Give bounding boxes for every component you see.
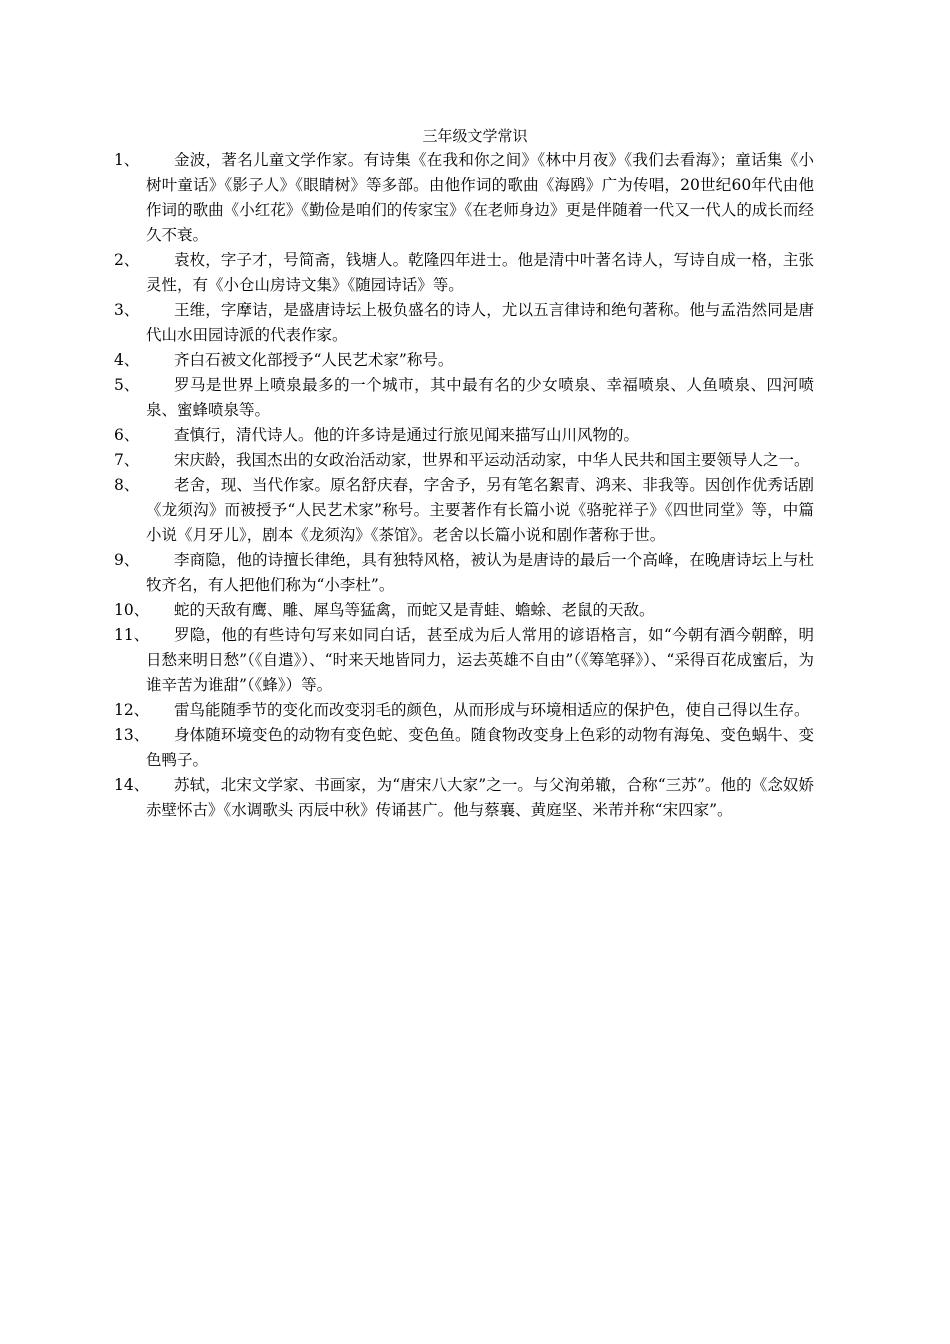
list-item bbox=[114, 723, 814, 773]
item-text: 罗隐，他的有些诗句写来如同白话，甚至成为后人常用的谚语格言，如“今朝有酒今朝醉，明日愁来明日愁”（《自遣》）、“时来天地皆同力，运去英雄不自由”（《筹笔驿》）、“采得百花成蜜后，为谁辛苦为谁甜”（《蜂》）等。 bbox=[146, 626, 814, 694]
item-text: 袁枚，字子才，号简斋，钱塘人。乾隆四年进士。他是清中叶著名诗人，写诗自成一格，主张灵性，有《小仓山房诗文集》《随园诗话》等。 bbox=[146, 251, 814, 294]
item-text: 老舍，现、当代作家。原名舒庆春，字舍予，另有笔名絮青、鸿来、非我等。因创作优秀话剧《龙须沟》而被授予“人民艺术家”称号。主要著作有长篇小说《骆驼祥子》《四世同堂》等，中篇小说《月牙儿》，剧本《龙须沟》《茶馆》。老舍以长篇小说和剧作著称于世。 bbox=[146, 476, 814, 544]
item-text: 齐白石被文化部授予“人民艺术家”称号。 bbox=[174, 351, 454, 369]
item-text: 苏轼，北宋文学家、书画家，为“唐宋八大家”之一。与父洵弟辙，合称“三苏”。他的《念奴娇 赤壁怀古》《水调歌头 丙辰中秋》传诵甚广。他与蔡襄、黄庭坚、米芾并称“宋四家”。 bbox=[146, 776, 814, 819]
item-number: 1、 bbox=[114, 151, 140, 169]
item-text: 宋庆龄，我国杰出的女政治活动家，世界和平运动活动家，中华人民共和国主要领导人之一。 bbox=[174, 451, 810, 469]
list-item bbox=[114, 148, 814, 248]
item-text: 查慎行，清代诗人。他的许多诗是通过行旅见闻来描写山川风物的。 bbox=[174, 426, 640, 444]
item-text: 蛇的天敌有鹰、雕、犀鸟等猛禽，而蛇又是青蛙、蟾蜍、老鼠的天敌。 bbox=[174, 601, 655, 619]
item-number: 2、 bbox=[114, 251, 140, 269]
list-item bbox=[114, 698, 814, 723]
item-text: 身体随环境变色的动物有变色蛇、变色鱼。随食物改变身上色彩的动物有海兔、变色蜗牛、变色鸭子。 bbox=[146, 726, 814, 769]
item-number: 6、 bbox=[114, 426, 140, 444]
item-number: 14、 bbox=[114, 776, 150, 794]
list-item bbox=[114, 623, 814, 698]
list-item bbox=[114, 373, 814, 423]
item-number: 13、 bbox=[114, 726, 150, 744]
item-number: 11、 bbox=[114, 626, 150, 644]
item-number: 12、 bbox=[114, 701, 150, 719]
list-item bbox=[114, 548, 814, 598]
list-item bbox=[114, 348, 814, 373]
item-number: 4、 bbox=[114, 351, 140, 369]
item-number: 10、 bbox=[114, 601, 150, 619]
list-item bbox=[114, 598, 814, 623]
list-item bbox=[114, 248, 814, 298]
item-list bbox=[114, 148, 814, 823]
item-number: 9、 bbox=[114, 551, 140, 569]
item-number: 3、 bbox=[114, 301, 140, 319]
item-number: 7、 bbox=[114, 451, 140, 469]
item-text: 金波，著名儿童文学作家。有诗集《在我和你之间》《林中月夜》《我们去看海》；童话集《小树叶童话》《影子人》《眼睛树》等多部。由他作词的歌曲《海鸥》广为传唱，20世纪60年代由他作词的歌曲《小红花》《勤俭是咱们的传家宝》《在老师身边》更是伴随着一代又一代人的成长而经久不衰。 bbox=[146, 151, 814, 244]
item-number: 8、 bbox=[114, 476, 140, 494]
page-title: 三年级文学常识 bbox=[422, 127, 528, 145]
item-number: 5、 bbox=[114, 376, 140, 394]
list-item bbox=[114, 448, 814, 473]
list-item bbox=[114, 773, 814, 823]
item-text: 王维，字摩诘，是盛唐诗坛上极负盛名的诗人，尤以五言律诗和绝句著称。他与孟浩然同是唐代山水田园诗派的代表作家。 bbox=[146, 301, 814, 344]
item-text: 李商隐，他的诗擅长律绝，具有独特风格，被认为是唐诗的最后一个高峰，在晚唐诗坛上与杜牧齐名，有人把他们称为“小李杜”。 bbox=[146, 551, 814, 594]
item-text: 雷鸟能随季节的变化而改变羽毛的颜色，从而形成与环境相适应的保护色，使自己得以生存。 bbox=[174, 701, 810, 719]
item-text: 罗马是世界上喷泉最多的一个城市，其中最有名的少女喷泉、幸福喷泉、人鱼喷泉、四河喷泉、蜜蜂喷泉等。 bbox=[146, 376, 814, 419]
list-item bbox=[114, 423, 814, 448]
list-item bbox=[114, 473, 814, 548]
list-item bbox=[114, 298, 814, 348]
